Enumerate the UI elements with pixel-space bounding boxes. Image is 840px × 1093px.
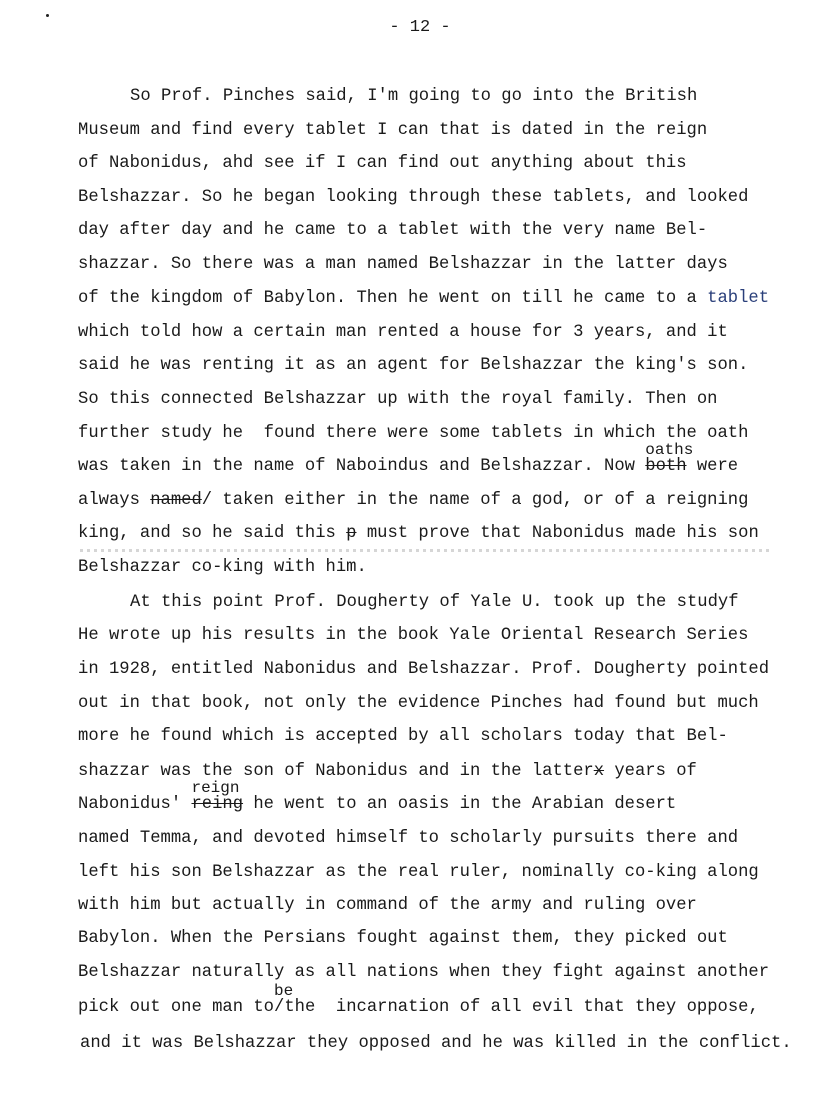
segment-text: named [150,491,202,510]
text-line [78,121,707,141]
text-line [78,982,759,1018]
text-line [78,660,769,680]
struck-out-text [346,524,356,543]
text-segment [357,524,759,543]
text-segment [130,87,697,106]
text-segment [78,457,645,476]
text-segment [78,356,748,375]
text-segment [78,896,697,915]
segment-text: more he found which is accepted by all scholars today that Bel- [78,727,728,746]
segment-text: he went to an oasis in the Arabian desert [243,795,677,814]
segment-text: p [346,524,357,543]
text-line [78,221,707,241]
text-segment [78,255,728,274]
text-segment [78,558,367,577]
segment-text: So this connected Belshazzar up with the royal family. Then on [78,390,718,409]
speck [46,14,49,17]
text-line [78,558,367,578]
text-line [78,896,697,916]
text-segment [78,188,748,207]
text-line [78,694,759,714]
text-line [78,963,769,983]
insertion-mark [273,982,294,1017]
segment-text: Belshazzar naturally as all nations when they fight against another [78,963,770,982]
text-line [78,188,748,208]
text-segment [78,660,769,679]
text-segment [78,289,707,308]
text-line [78,491,748,511]
text-line [78,441,739,477]
handwritten-insertion: be [273,982,294,1000]
segment-text: must prove that Nabonidus made his son [356,524,759,543]
text-line [78,727,728,747]
segment-text: Museum and find every tablet I can that is dated in the reign [78,121,708,140]
segment-text: the incarnation of all evil that they oppose, [284,998,759,1017]
text-segment [78,524,346,543]
text-line [78,154,687,174]
segment-text: shazzar. So there was a man named Belshazzar in the latter days [78,255,728,274]
segment-text: of the kingdom of Babylon. Then he went on till he came to a [78,289,708,308]
text-segment [78,863,759,882]
struck-out-text [645,441,694,476]
segment-text: were [686,457,739,476]
text-line [78,779,677,815]
text-segment [80,1034,792,1053]
text-line [78,626,748,646]
text-segment [78,727,728,746]
segment-text: reing [191,795,244,814]
text-line [130,593,739,613]
segment-text: tablet [707,289,770,308]
segment-text: Babylon. When the Persians fought against them, they picked out [78,929,728,948]
text-line [130,87,697,107]
segment-text: shazzar was the son of Nabonidus and in the latter [78,762,594,781]
text-line [78,323,728,343]
segment-text: years of [604,762,697,781]
segment-text: Nabonidus' [78,795,192,814]
segment-text: with him but actually in command of the army and ruling over [78,896,697,915]
segment-text: of Nabonidus, ahd see if I can find out anything about this [78,154,687,173]
text-segment [78,929,728,948]
text-line [78,762,697,782]
text-segment [78,626,748,645]
text-line [78,356,748,376]
page-number: - 12 - [389,18,451,37]
segment-text: / [273,998,285,1017]
text-line [78,255,728,275]
text-segment [78,323,728,342]
text-segment [78,998,274,1017]
text-line [78,289,769,309]
text-segment [130,593,739,612]
segment-text: Belshazzar co-king with him. [78,558,367,577]
text-segment [687,457,739,476]
segment-text: Belshazzar. So he began looking through these tablets, and looked [78,188,749,207]
text-line [80,1034,792,1054]
segment-text: He wrote up his results in the book Yale Oriental Research Series [78,626,749,645]
segment-text: x [593,762,605,781]
text-segment [78,795,191,814]
text-line [78,929,728,949]
segment-text: king, and so he said this [78,524,347,543]
text-line [78,829,738,849]
text-line [78,524,759,544]
text-segment [243,795,676,814]
text-segment [284,998,758,1017]
text-segment [78,221,707,240]
text-segment [78,390,717,409]
handwritten-insertion: reign [191,779,240,797]
segment-text: which told how a certain man rented a house for 3 years, and it [78,323,728,342]
segment-text: in 1928, entitled Nabonidus and Belshazzar. Prof. Dougherty pointed [78,660,770,679]
segment-text: both [645,457,687,476]
segment-text: always [78,491,151,510]
text-segment [78,154,687,173]
text-line [78,863,759,883]
text-segment [78,491,150,510]
text-segment [78,121,707,140]
segment-text: / taken either in the name of a god, or of a reigning [201,491,749,510]
text-segment [78,694,759,713]
text-segment [604,762,697,781]
struck-out-text [150,491,202,510]
text-segment [707,289,769,308]
segment-text: left his son Belshazzar as the real ruler, nominally co-king along [78,863,759,882]
struck-out-text [191,779,244,814]
text-segment [78,762,594,781]
segment-text: out in that book, not only the evidence Pinches had found but much [78,694,759,713]
segment-text: further study he found there were some tablets in which the oath [78,424,749,443]
text-line [78,390,717,410]
segment-text: pick out one man to [78,998,274,1017]
segment-text: So Prof. Pinches said, I'm going to go into the British [130,87,698,106]
segment-text: named Temma, and devoted himself to scholarly pursuits there and [78,829,739,848]
segment-text: and it was Belshazzar they opposed and he was killed in the conflict. [80,1034,792,1053]
segment-text: At this point Prof. Dougherty of Yale U. took up the studyf [130,593,739,612]
segment-text: day after day and he came to a tablet with the very name Bel- [78,221,708,240]
text-segment [78,829,738,848]
text-segment [202,491,749,510]
segment-text: said he was renting it as an agent for Belshazzar the king's son. [78,356,749,375]
handwritten-insertion: oaths [645,441,694,459]
smudge-mark [80,549,770,552]
struck-out-text [594,762,604,781]
segment-text: was taken in the name of Naboindus and Belshazzar. Now [78,457,646,476]
text-segment [78,963,769,982]
